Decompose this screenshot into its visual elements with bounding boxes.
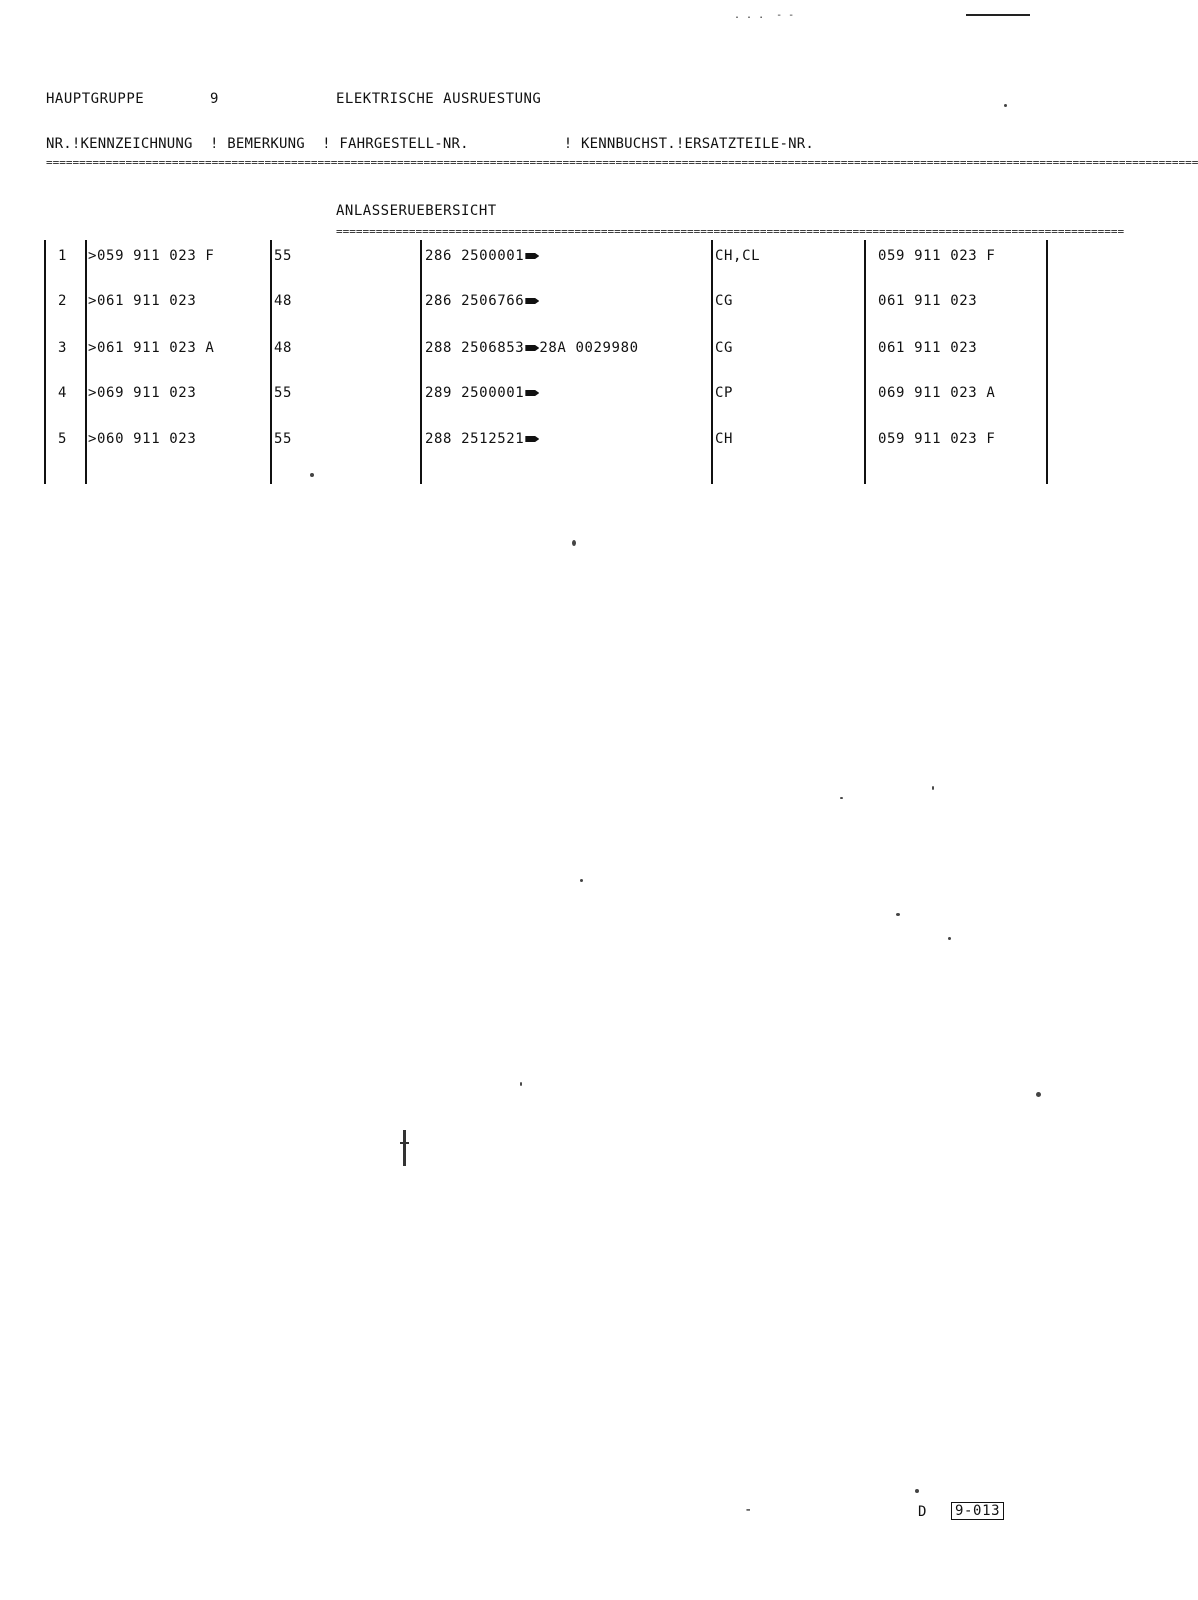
row-kennzeichnung: >061 911 023 <box>88 293 197 309</box>
group-title: ELEKTRISCHE AUSRUESTUNG <box>336 91 542 107</box>
row-ersatzteil: 059 911 023 F <box>878 431 996 447</box>
speck <box>572 540 576 546</box>
ink-mark <box>400 1142 409 1144</box>
row-nr: 4 <box>58 385 68 401</box>
row-kennbuchst: CH,CL <box>715 248 761 264</box>
table-border-right <box>1046 240 1048 484</box>
speck <box>932 786 934 790</box>
speck <box>915 1489 919 1493</box>
header-double-rule: ============================================================================================================================================================================== <box>46 156 1198 169</box>
speck <box>520 1082 522 1086</box>
row-kennbuchst: CP <box>715 385 734 401</box>
arrow-icon <box>525 436 539 442</box>
row-kennzeichnung: >069 911 023 <box>88 385 197 401</box>
arrow-icon <box>525 253 539 259</box>
row-fahrgestell <box>425 293 539 309</box>
column-headers: NR.!KENNZEICHNUNG ! BEMERKUNG ! FAHRGESTELL-NR. ! KENNBUCHST.!ERSATZTEILE-NR. <box>46 136 814 152</box>
section-double-rule: ======================================================================================================================= <box>336 225 1125 238</box>
footer-dash: - <box>744 1502 753 1518</box>
fahrgestell-from: 289 2500001 <box>425 385 525 401</box>
fahrgestell-from: 288 2506853 <box>425 340 525 356</box>
scan-artifact-line <box>966 14 1030 16</box>
row-bemerkung: 55 <box>274 385 293 401</box>
speck <box>840 797 843 799</box>
row-nr: 2 <box>58 293 68 309</box>
row-nr: 1 <box>58 248 68 264</box>
group-label: HAUPTGRUPPE <box>46 91 145 107</box>
arrow-icon <box>525 390 539 396</box>
row-ersatzteil: 069 911 023 A <box>878 385 996 401</box>
fahrgestell-from: 286 2500001 <box>425 248 525 264</box>
table-divider-bemerkung <box>420 240 422 484</box>
table-divider-kennbuchst <box>864 240 866 484</box>
row-bemerkung: 55 <box>274 431 293 447</box>
group-number: 9 <box>210 91 219 107</box>
fahrgestell-from: 288 2512521 <box>425 431 525 447</box>
row-ersatzteil: 061 911 023 <box>878 340 978 356</box>
ink-mark <box>403 1130 406 1166</box>
row-bemerkung: 48 <box>274 340 293 356</box>
arrow-icon <box>525 298 539 304</box>
row-ersatzteil: 061 911 023 <box>878 293 978 309</box>
row-nr: 5 <box>58 431 68 447</box>
row-kennzeichnung: >060 911 023 <box>88 431 197 447</box>
row-fahrgestell <box>425 385 539 401</box>
row-kennzeichnung: >061 911 023 A <box>88 340 215 356</box>
table-divider-kennzeichnung <box>270 240 272 484</box>
fahrgestell-from: 286 2506766 <box>425 293 525 309</box>
row-nr: 3 <box>58 340 68 356</box>
row-kennbuchst: CG <box>715 293 734 309</box>
row-kennbuchst: CH <box>715 431 734 447</box>
page-code: 9-013 <box>951 1502 1004 1520</box>
row-fahrgestell <box>425 431 539 447</box>
speck <box>310 473 314 477</box>
arrow-icon <box>525 345 539 351</box>
table-divider-nr <box>85 240 87 484</box>
section-title: ANLASSERUEBERSICHT <box>336 203 497 219</box>
speck <box>896 913 900 916</box>
row-kennbuchst: CG <box>715 340 734 356</box>
table-divider-fahrgestell <box>711 240 713 484</box>
row-ersatzteil: 059 911 023 F <box>878 248 996 264</box>
row-kennzeichnung: >059 911 023 F <box>88 248 215 264</box>
row-bemerkung: 55 <box>274 248 293 264</box>
fahrgestell-to: 28A 0029980 <box>539 340 639 356</box>
speck <box>948 937 951 940</box>
table-border-left <box>44 240 46 484</box>
row-fahrgestell <box>425 340 639 356</box>
speck <box>1004 104 1007 107</box>
row-fahrgestell <box>425 248 539 264</box>
speck <box>580 879 583 882</box>
speck <box>1036 1092 1041 1097</box>
row-bemerkung: 48 <box>274 293 293 309</box>
scan-artifact-dots: . . . - - <box>734 10 795 21</box>
footer-letter: D <box>918 1504 927 1520</box>
